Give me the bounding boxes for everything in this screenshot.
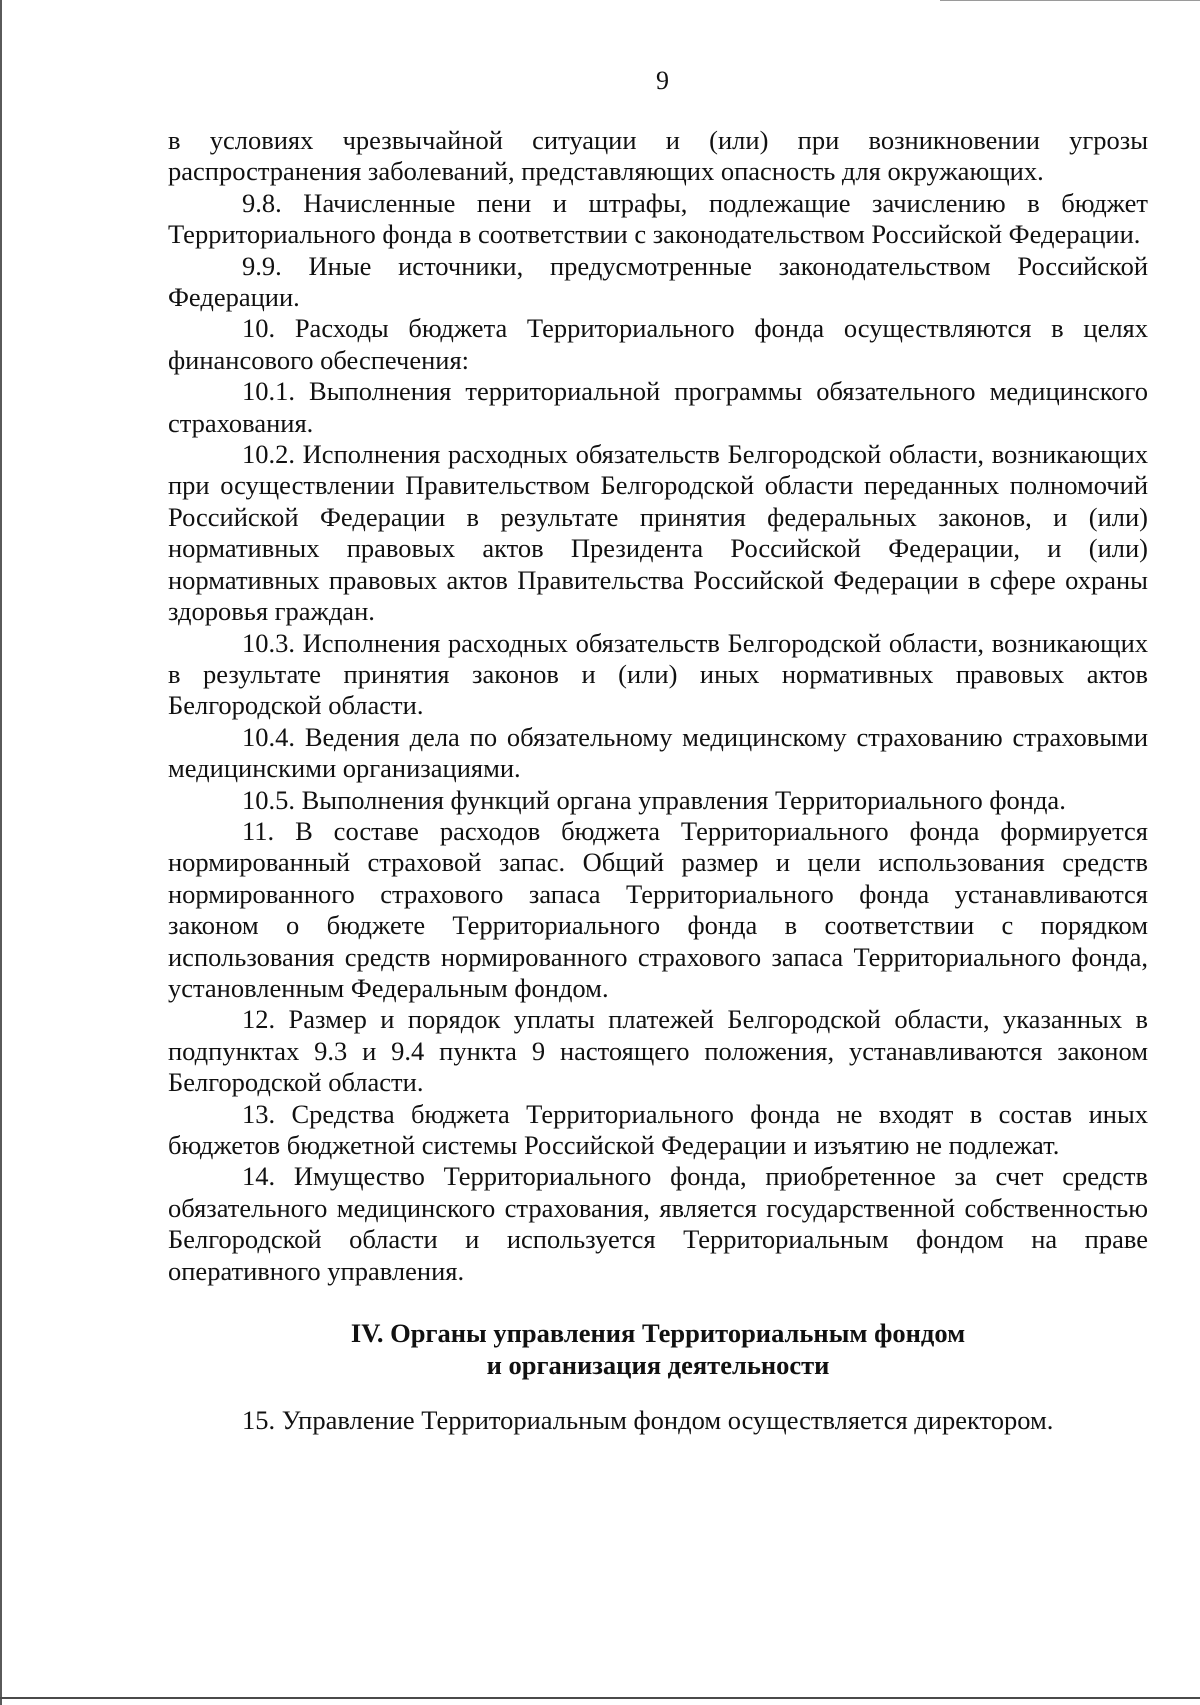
paragraph-10-2: 10.2. Исполнения расходных обязательств Белгородской области, возникающих при осуществлении Правительством Белгородской области переданных полномочий Российской Федерации в результате принятия федеральных законов, и (или) нормативных правовых актов Президента Российской Федерации, и (или) нормативных правовых актов Правительства Российской Федерации в сфере охраны здоровья граждан. <box>168 439 1148 627</box>
paragraph-14: 14. Имущество Территориального фонда, приобретенное за счет средств обязательного медицинского страхования, является государственной собственностью Белгородской области и используется Территориальным фондом на праве оперативного управления. <box>168 1161 1148 1286</box>
paragraph-10-1: 10.1. Выполнения территориальной программы обязательного медицинского страхования. <box>168 376 1148 438</box>
paragraph-10: 10. Расходы бюджета Территориального фонда осуществляются в целях финансового обеспечения: <box>168 313 1148 375</box>
scan-edge-left <box>0 0 2 1705</box>
paragraph-12: 12. Размер и порядок уплаты платежей Белгородской области, указанных в подпунктах 9.3 и 9.4 пункта 9 настоящего положения, устанавливаются законом Белгородской области. <box>168 1004 1148 1098</box>
page-number: 9 <box>656 66 669 95</box>
paragraph-9-9: 9.9. Иные источники, предусмотренные законодательством Российской Федерации. <box>168 250 1148 313</box>
section-heading-line1: IV. Органы управления Территориальным фондом <box>350 1318 966 1349</box>
paragraph-15: 15. Управление Территориальным фондом осуществляется директором. <box>242 1405 1054 1436</box>
paragraph-10-3: 10.3. Исполнения расходных обязательств Белгородской области, возникающих в результате принятия законов и (или) иных нормативных правовых актов Белгородской области. <box>168 627 1148 721</box>
paragraph-10-4: 10.4. Ведения дела по обязательному медицинскому страхованию страховыми медицинскими организациями. <box>168 721 1148 784</box>
section-heading <box>168 1317 1148 1381</box>
section-heading-line2: и организация деятельности <box>486 1350 830 1381</box>
paragraph-continuation: в условиях чрезвычайной ситуации и (или) при возникновении угрозы распространения заболеваний, представляющих опасность для окружающих. <box>168 125 1148 187</box>
scan-edge-bottom <box>0 1697 1200 1699</box>
paragraph-13: 13. Средства бюджета Территориального фонда не входят в состав иных бюджетов бюджетной системы Российской Федерации и изъятию не подлежат. <box>168 1098 1148 1160</box>
scan-edge-top <box>940 0 1200 1</box>
document-body <box>168 125 1148 1436</box>
paragraph-10-5: 10.5. Выполнения функций органа управления Территориального фонда. <box>242 784 1066 815</box>
paragraph-9-8: 9.8. Начисленные пени и штрафы, подлежащие зачислению в бюджет Территориального фонда в соответствии с законодательством Российской Федерации. <box>168 187 1148 250</box>
paragraph-11: 11. В составе расходов бюджета Территориального фонда формируется нормированный страховой запас. Общий размер и цели использования средств нормированного страхового запаса Территориального фонда устанавливаются законом о бюджете Территориального фонда в соответствии с порядком использования средств нормированного страхового запаса Территориального фонда, установленным Федеральным фондом. <box>168 815 1148 1003</box>
